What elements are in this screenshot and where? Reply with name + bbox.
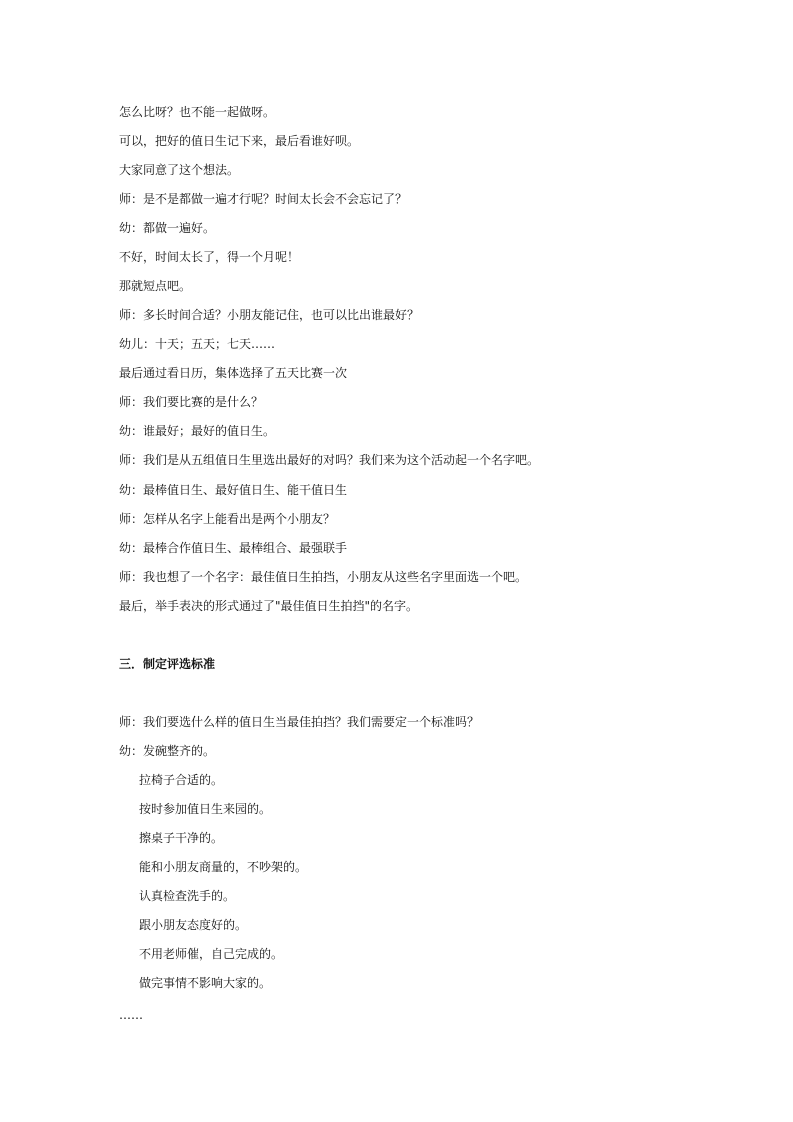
- criteria-item: 擦桌子干净的。: [139, 831, 224, 845]
- paragraph-line: 师：多长时间合适？小朋友能记住，也可以比出谁最好？: [119, 308, 420, 322]
- paragraph-line: 师：我也想了一个名字：最佳值日生拍挡，小朋友从这些名字里面选一个吧。: [119, 570, 528, 584]
- paragraph-line: 最后，举手表决的形式通过了"最佳值日生拍挡"的名字。: [119, 599, 419, 613]
- paragraph-line: 最后通过看日历，集体选择了五天比赛一次: [119, 366, 348, 380]
- paragraph-line: 幼：最棒合作值日生、最棒组合、最强联手: [119, 541, 348, 555]
- paragraph-line: 幼：发碗整齐的。: [119, 744, 216, 758]
- paragraph-line: 怎么比呀？也不能一起做呀。: [119, 105, 276, 119]
- criteria-item: 做完事情不影响大家的。: [139, 976, 272, 990]
- criteria-item: 跟小朋友态度好的。: [139, 918, 248, 932]
- paragraph-line: 师：怎样从名字上能看出是两个小朋友？: [119, 512, 336, 526]
- paragraph-line: 师：是不是都做一遍才行呢？时间太长会不会忘记了？: [119, 192, 408, 206]
- criteria-item: 不用老师催，自己完成的。: [139, 947, 284, 961]
- criteria-item: 能和小朋友商量的，不吵架的。: [139, 860, 308, 874]
- criteria-item: 按时参加值日生来园的。: [139, 802, 272, 816]
- paragraph-line: 师：我们要选什么样的值日生当最佳拍挡？我们需要定一个标准吗？: [119, 715, 480, 729]
- paragraph-line: 幼：最棒值日生、最好值日生、能干值日生: [119, 483, 348, 497]
- paragraph-line: 师：我们要比赛的是什么？: [119, 395, 264, 409]
- section-heading: 三．制定评选标准: [119, 657, 216, 671]
- paragraph-line: 不好，时间太长了，得一个月呢！: [119, 250, 300, 264]
- paragraph-line: 幼：谁最好；最好的值日生。: [119, 424, 276, 438]
- criteria-item: 认真检查洗手的。: [139, 889, 236, 903]
- paragraph-line: 幼儿：十天；五天；七天……: [119, 337, 276, 351]
- paragraph-line: 幼：都做一遍好。: [119, 221, 216, 235]
- paragraph-line: 师：我们是从五组值日生里选出最好的对吗？我们来为这个活动起一个名字吧。: [119, 453, 540, 467]
- paragraph-line: 那就短点吧。: [119, 279, 192, 293]
- paragraph-line: 可以，把好的值日生记下来，最后看谁好呗。: [119, 134, 360, 148]
- paragraph-line: 大家同意了这个想法。: [119, 163, 240, 177]
- criteria-item: 拉椅子合适的。: [139, 773, 224, 787]
- ellipsis-line: ……: [119, 1008, 143, 1022]
